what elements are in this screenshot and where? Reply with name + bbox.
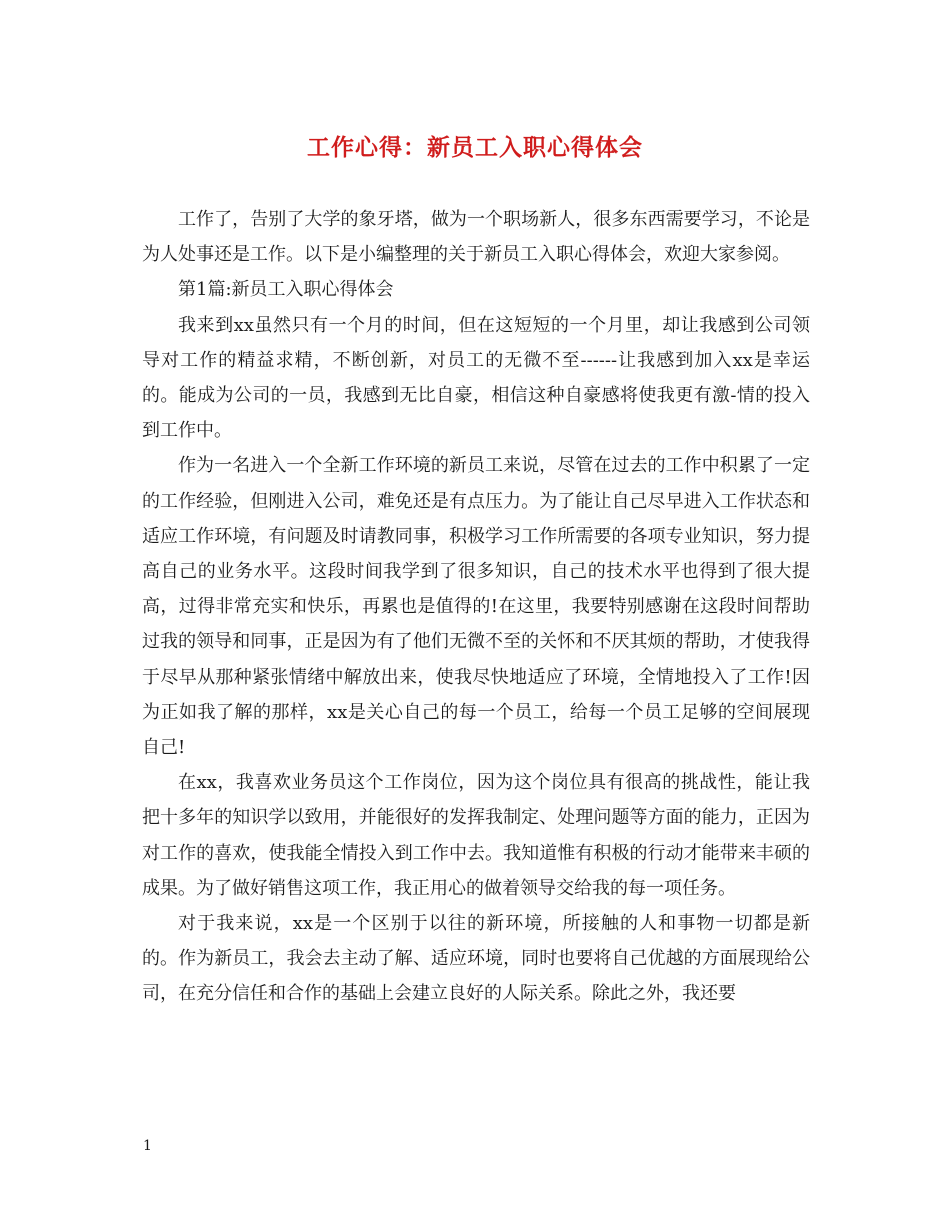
paragraph: 作为一名进入一个全新工作环境的新员工来说，尽管在过去的工作中积累了一定的工作经验，但刚进入公司，难免还是有点压力。为了能让自己尽早进入工作状态和适应工作环境，有问题及时请教同事，积极学习工作所需要的各项专业知识，努力提高自己的业务水平。这段时间我学到了很多知识，自己的技术水平也得到了很大提高，过得非常充实和快乐，再累也是值得的!在这里，我要特别感谢在这段时间帮助过我的领导和同事，正是因为有了他们无微不至的关怀和不厌其烦的帮助，才使我得于尽早从那种紧张情绪中解放出来，使我尽快地适应了环境，全情地投入了工作!因为正如我了解的那样，xx是关心自己的每一个员工，给每一个员工足够的空间展现自己! [142, 455, 810, 759]
paragraph-intro: 工作了，告别了大学的象牙塔，做为一个职场新人，很多东西需要学习，不论是为人处事还是工作。以下是小编整理的关于新员工入职心得体会，欢迎大家参阅。 [142, 209, 810, 266]
document-body [142, 202, 810, 1012]
page-number: 1 [143, 1138, 152, 1154]
paragraph: 对于我来说，xx是一个区别于以往的新环境，所接触的人和事物一切都是新的。作为新员工，我会去主动了解、适应环境，同时也要将自己优越的方面展现给公司，在充分信任和合作的基础上会建立良好的人际关系。除此之外，我还要 [142, 913, 810, 1005]
section-heading: 第1篇:新员工入职心得体会 [178, 279, 394, 301]
paragraph: 在xx，我喜欢业务员这个工作岗位，因为这个岗位具有很高的挑战性，能让我把十多年的知识学以致用，并能很好的发挥我制定、处理问题等方面的能力，正因为对工作的喜欢，使我能全情投入到工作中去。我知道惟有积极的行动才能带来丰硕的成果。为了做好销售这项工作，我正用心的做着领导交给我的每一项任务。 [142, 772, 810, 899]
paragraph: 我来到xx虽然只有一个月的时间，但在这短短的一个月里，却让我感到公司领导对工作的精益求精，不断创新，对员工的无微不至------让我感到加入xx是幸运的。能成为公司的一员，我感到无比自豪，相信这种自豪感将使我更有激-情的投入到工作中。 [142, 314, 810, 442]
document-title: 工作心得：新员工入职心得体会 [307, 134, 643, 161]
